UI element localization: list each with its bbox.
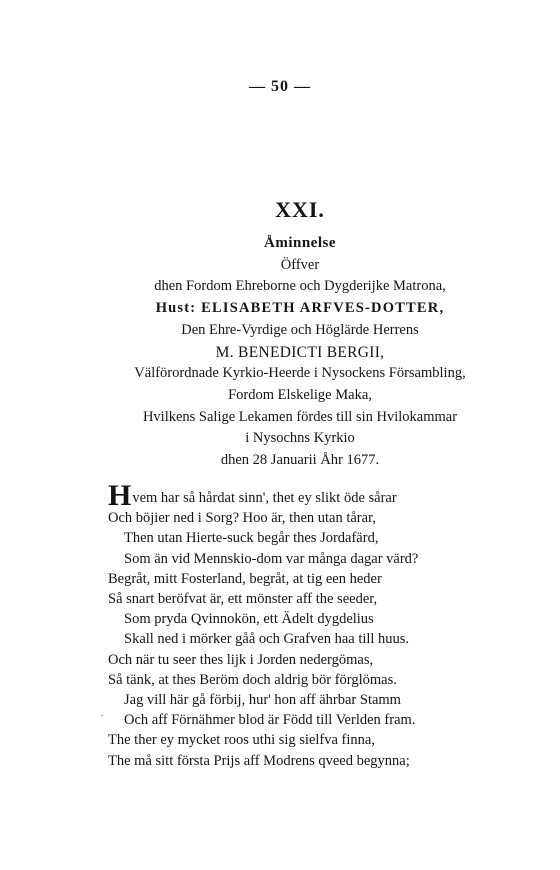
heading-line: Fordom Elskelige Maka,	[228, 386, 372, 403]
poem-line: Och aff Förnähmer blod är Född till Verlden fram.	[124, 712, 416, 729]
drop-cap: H	[108, 479, 132, 512]
poem-line: Then utan Hierte-suck begår thes Jordafärd,	[124, 530, 379, 547]
poem-line: Som pryda Qvinnokön, ett Ädelt dygdelius	[124, 611, 374, 628]
heading-line: i Nysochns Kyrkio	[245, 430, 355, 447]
poem-line	[108, 479, 508, 512]
poem-body	[108, 479, 508, 771]
poem-line: Så tänk, at thes Beröm doch aldrig bör förglömas.	[108, 671, 397, 688]
poem-line: Och böjier ned i Sorg? Hoo är, then utan tårar,	[108, 510, 376, 527]
poem-line: The ther ey mycket roos uthi sig sielfva finna,	[108, 732, 375, 749]
heading-line: Välförordnade Kyrkio-Heerde i Nysockens Försambling,	[134, 365, 466, 382]
page-number: — 50 —	[249, 78, 311, 95]
chapter-number: XXI.	[275, 197, 325, 222]
poem-line: Som än vid Mennskio-dom var många dagar värd?	[124, 550, 419, 567]
poem-line: Jag vill här gå förbij, hur' hon aff ährbar Stamm	[124, 692, 401, 709]
poem-line-text: vem har så hårdat sinn', thet ey slikt öde sårar	[132, 490, 397, 506]
poem-line: Skall ned i mörker gåå och Grafven haa till huus.	[124, 631, 410, 648]
poem-line: Och när tu seer thes lijk i Jorden nedergömas,	[108, 651, 374, 668]
heading-line-date: dhen 28 Januarii Åhr 1677.	[220, 452, 380, 469]
heading-line-name: M. BENEDICTI BERGII,	[215, 343, 385, 361]
heading-line: dhen Fordom Ehreborne och Dygderijke Matrona,	[154, 278, 446, 295]
heading-line-name: Hust: ELISABETH ARFVES-DOTTER,	[155, 300, 445, 317]
heading-line-title: Åminnelse	[264, 235, 336, 251]
poem-line: Begråt, mitt Fosterland, begråt, at tig een heder	[108, 570, 382, 587]
poem-line: Så snart beröfvat är, ett mönster aff the seeder,	[108, 591, 378, 608]
margin-mark: ´	[100, 712, 104, 726]
heading-line: Den Ehre-Vyrdige och Höglärde Herrens	[181, 321, 419, 338]
poem-line: The må sitt första Prijs aff Modrens qveed begynna;	[108, 752, 410, 769]
heading-line: Öffver	[280, 256, 320, 273]
heading-line: Hvilkens Salige Lekamen fördes till sin Hvilokammar	[142, 408, 458, 425]
poem-heading	[110, 195, 490, 472]
